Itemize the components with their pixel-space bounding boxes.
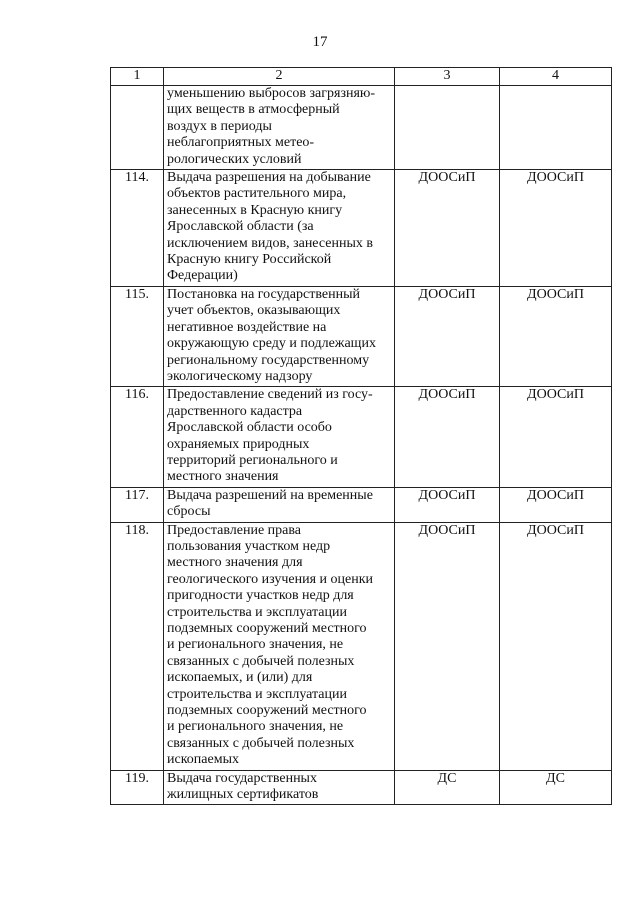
page-number: 17	[312, 34, 328, 50]
header-col-3: 3	[395, 68, 500, 86]
table-row	[111, 770, 612, 805]
table-body	[111, 86, 612, 805]
table-row	[111, 387, 612, 487]
row-number: 119.	[111, 770, 164, 805]
description-line: Выдача разрешения на добывание	[167, 170, 371, 186]
service-description	[164, 86, 395, 170]
responsible-body-col3	[395, 86, 500, 170]
description-line: щих веществ в атмосферный	[167, 102, 340, 118]
responsible-body-col3: ДС	[395, 770, 500, 805]
description-line: объектов растительного мира,	[167, 186, 347, 202]
service-description	[164, 522, 395, 770]
responsible-body-col4: ДООСиП	[500, 170, 612, 287]
description-line: и регионального значения, не	[167, 719, 344, 735]
services-table	[110, 67, 612, 805]
service-description	[164, 387, 395, 487]
responsible-body-col4	[500, 86, 612, 170]
description-line: Федерации)	[167, 268, 238, 284]
description-line: негативное воздействие на	[167, 319, 327, 335]
row-number: 116.	[111, 387, 164, 487]
description-line: подземных сооружений местного	[167, 621, 367, 636]
table-row	[111, 86, 612, 170]
description-line: Предоставление права	[167, 522, 301, 538]
description-line: уменьшению выбросов загрязняю-	[167, 86, 376, 101]
header-col-4: 4	[500, 68, 612, 86]
responsible-body-col4: ДООСиП	[500, 487, 612, 522]
description-line: исключением видов, занесенных в	[167, 235, 373, 251]
description-line: местного значения	[167, 469, 279, 485]
description-line: охраняемых природных	[167, 436, 310, 452]
service-description	[164, 286, 395, 386]
description-line: сбросы	[167, 504, 211, 520]
description-line: Постановка на государственный	[167, 286, 360, 302]
responsible-body-col4: ДООСиП	[500, 387, 612, 487]
table-row	[111, 286, 612, 386]
description-line: жилищных сертификатов	[167, 787, 319, 803]
row-number: 115.	[111, 286, 164, 386]
table-row	[111, 170, 612, 287]
table-header-row	[111, 68, 612, 86]
description-line: территорий регионального и	[167, 452, 338, 468]
description-line: учет объектов, оказывающих	[167, 303, 341, 319]
description-line: ископаемых	[167, 752, 239, 768]
description-line: рологических условий	[167, 151, 302, 167]
header-col-2: 2	[164, 68, 395, 86]
description-line: Ярославской области (за	[167, 219, 314, 235]
description-line: Выдача разрешений на временные	[167, 487, 373, 503]
description-line: строительства и эксплуатации	[167, 604, 347, 620]
description-line: подземных сооружений местного	[167, 703, 367, 719]
row-number	[111, 86, 164, 170]
row-number: 117.	[111, 487, 164, 522]
responsible-body-col3: ДООСиП	[395, 387, 500, 487]
responsible-body-col3: ДООСиП	[395, 286, 500, 386]
description-line: воздух в периоды	[167, 118, 272, 134]
description-line: Ярославской области особо	[167, 420, 332, 436]
responsible-body-col4: ДООСиП	[500, 522, 612, 770]
header-col-1: 1	[111, 68, 164, 86]
description-line: занесенных в Красную книгу	[167, 202, 343, 218]
description-line: региональному государственному	[167, 352, 370, 368]
service-description	[164, 170, 395, 287]
description-line: и регионального значения, не	[167, 637, 344, 653]
table-row	[111, 522, 612, 770]
description-line: геологического изучения и оценки	[167, 571, 374, 587]
responsible-body-col4: ДС	[500, 770, 612, 805]
row-number: 114.	[111, 170, 164, 287]
description-line: пригодности участков недр для	[167, 588, 354, 604]
description-line: экологическому надзору	[167, 368, 313, 384]
responsible-body-col3: ДООСиП	[395, 522, 500, 770]
service-description	[164, 770, 395, 805]
description-line: ископаемых, и (или) для	[167, 670, 313, 686]
description-line: местного значения для	[167, 555, 303, 571]
responsible-body-col3: ДООСиП	[395, 170, 500, 287]
description-line: строительства и эксплуатации	[167, 686, 347, 702]
description-line: связанных с добычей полезных	[167, 653, 355, 669]
description-line: дарственного кадастра	[167, 403, 303, 419]
description-line: связанных с добычей полезных	[167, 735, 355, 751]
description-line: Выдача государственных	[167, 770, 317, 786]
description-line: Предоставление сведений из госу-	[167, 387, 373, 403]
description-line: Красную книгу Российской	[167, 252, 332, 268]
responsible-body-col4: ДООСиП	[500, 286, 612, 386]
responsible-body-col3: ДООСиП	[395, 487, 500, 522]
table-row	[111, 487, 612, 522]
row-number: 118.	[111, 522, 164, 770]
description-line: неблагоприятных метео-	[167, 135, 315, 151]
description-line: пользования участком недр	[167, 538, 331, 554]
description-line: окружающую среду и подлежащих	[167, 336, 376, 352]
service-description	[164, 487, 395, 522]
